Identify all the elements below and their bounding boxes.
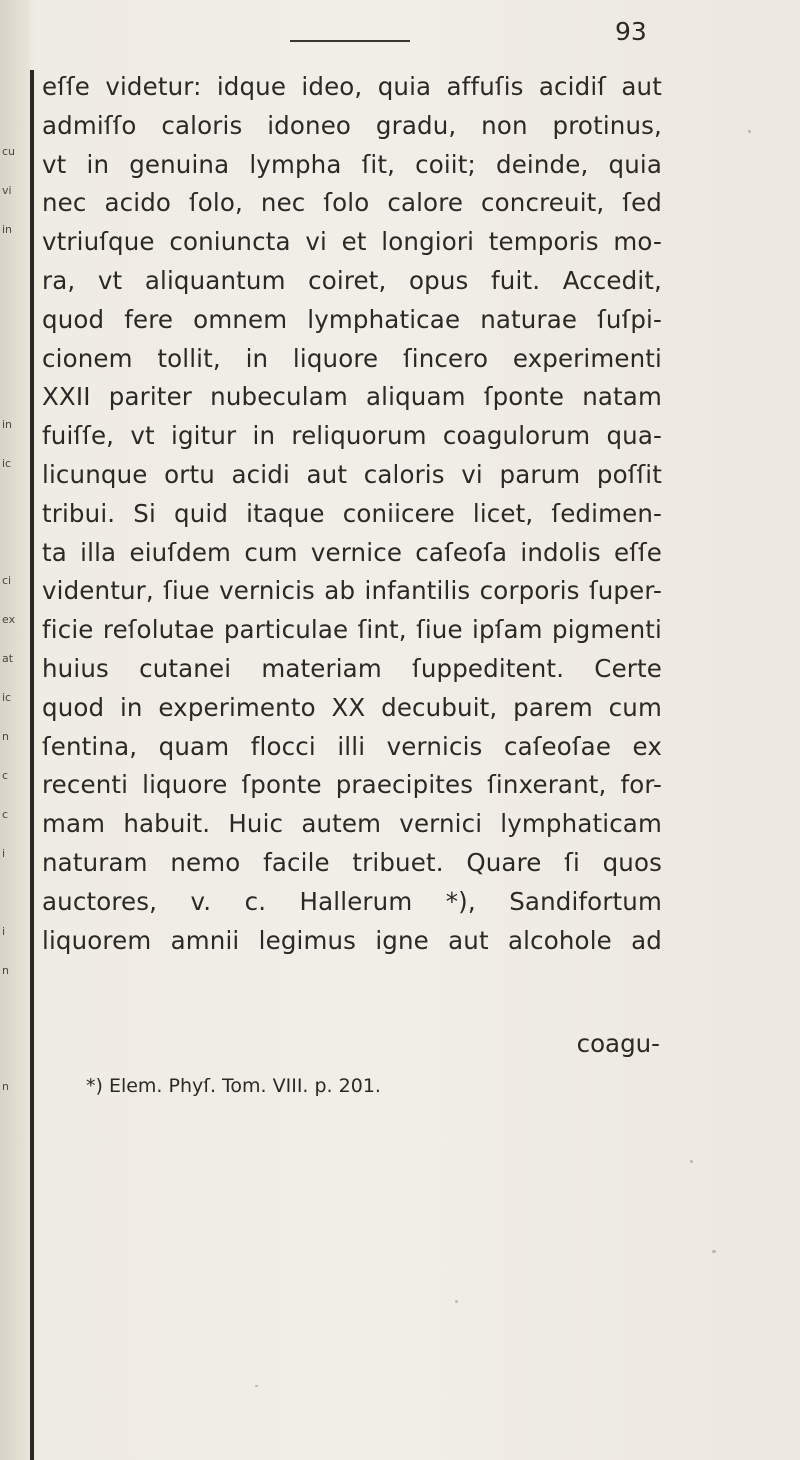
- text-line: huius cutanei materiam ſuppeditent. Certe: [42, 653, 662, 683]
- text-line: ſentina, quam flocci illi vernicis caſeoſae ex: [42, 731, 662, 761]
- margin-fragment: n: [2, 964, 9, 977]
- margin-fragment: i: [2, 847, 6, 860]
- text-line: tribui. Si quid itaque coniicere licet, ſedimen-: [42, 498, 662, 528]
- margin-fragment: at: [2, 652, 14, 665]
- text-line: vtriuſque coniuncta vi et longiori temporis mo-: [42, 227, 662, 257]
- paper-speck: [255, 1385, 258, 1387]
- text-line: auctores, v. c. Hallerum *), Sandifortum: [42, 886, 662, 916]
- margin-fragment: in: [2, 418, 13, 431]
- paper-speck: [455, 1300, 458, 1303]
- paper-speck: [712, 1250, 716, 1253]
- text-line: XXII pariter nubeculam aliquam ſponte natam: [42, 382, 662, 412]
- margin-fragment: ic: [2, 691, 12, 704]
- margin-fragment: vi: [2, 184, 12, 197]
- body-text: [42, 68, 662, 960]
- margin-fragment: n: [2, 730, 9, 743]
- text-line: vt in genuina lympha ſit, coiit; deinde, quia: [42, 149, 662, 179]
- paper-speck: [690, 1160, 693, 1163]
- text-line: recenti liquore ſponte praecipites ſinxerant, for-: [42, 770, 662, 800]
- footnote: *) Elem. Phyſ. Tom. VIII. p. 201.: [86, 1075, 381, 1097]
- margin-fragment: c: [2, 808, 9, 821]
- margin-fragment: ci: [2, 574, 12, 587]
- margin-fragment: ic: [2, 457, 12, 470]
- catchword: coagu-: [576, 1029, 660, 1058]
- margin-fragment: cu: [2, 145, 16, 158]
- header-rule: [290, 40, 410, 42]
- text-line: cionem tollit, in liquore ſincero experimenti: [42, 343, 662, 373]
- margin-fragment: n: [2, 1080, 9, 1093]
- margin-fragment: in: [2, 223, 13, 236]
- margin-fragment: i: [2, 925, 6, 938]
- text-line: quod in experimento XX decubuit, parem cum: [42, 692, 662, 722]
- text-line: admiſſo caloris idoneo gradu, non protinus,: [42, 110, 662, 140]
- margin-fragment: c: [2, 769, 9, 782]
- text-line: ra, vt aliquantum coiret, opus fuit. Accedit,: [42, 265, 662, 295]
- text-line: liquorem amnii legimus igne aut alcohole ad: [42, 925, 662, 955]
- text-line: ficie reſolutae particulae ſint, ſiue ipſam pigmenti: [42, 615, 662, 645]
- text-line: ta illa eiuſdem cum vernice caſeoſa indolis eſſe: [42, 537, 662, 567]
- page-number: 93: [615, 17, 647, 46]
- text-line: mam habuit. Huic autem vernici lymphaticam: [42, 809, 662, 839]
- text-line: nec acido ſolo, nec ſolo calore concreuit, ſed: [42, 188, 662, 218]
- text-line: videntur, ſiue vernicis ab infantilis corporis ſuper-: [42, 576, 662, 606]
- text-line: licunque ortu acidi aut caloris vi parum poſſit: [42, 459, 662, 489]
- paper-speck: [748, 130, 751, 133]
- binding-edge: [30, 70, 34, 1460]
- text-line: fuiſſe, vt igitur in reliquorum coagulorum qua-: [42, 421, 662, 451]
- text-line: eſſe videtur: idque ideo, quia affuſis acidiſ aut: [42, 72, 662, 101]
- text-line: naturam nemo facile tribuet. Quare ſi quos: [42, 847, 662, 877]
- margin-fragment: ex: [2, 613, 16, 626]
- binding-gutter: [0, 0, 30, 1460]
- text-line: quod fere omnem lymphaticae naturae ſuſpi-: [42, 304, 662, 334]
